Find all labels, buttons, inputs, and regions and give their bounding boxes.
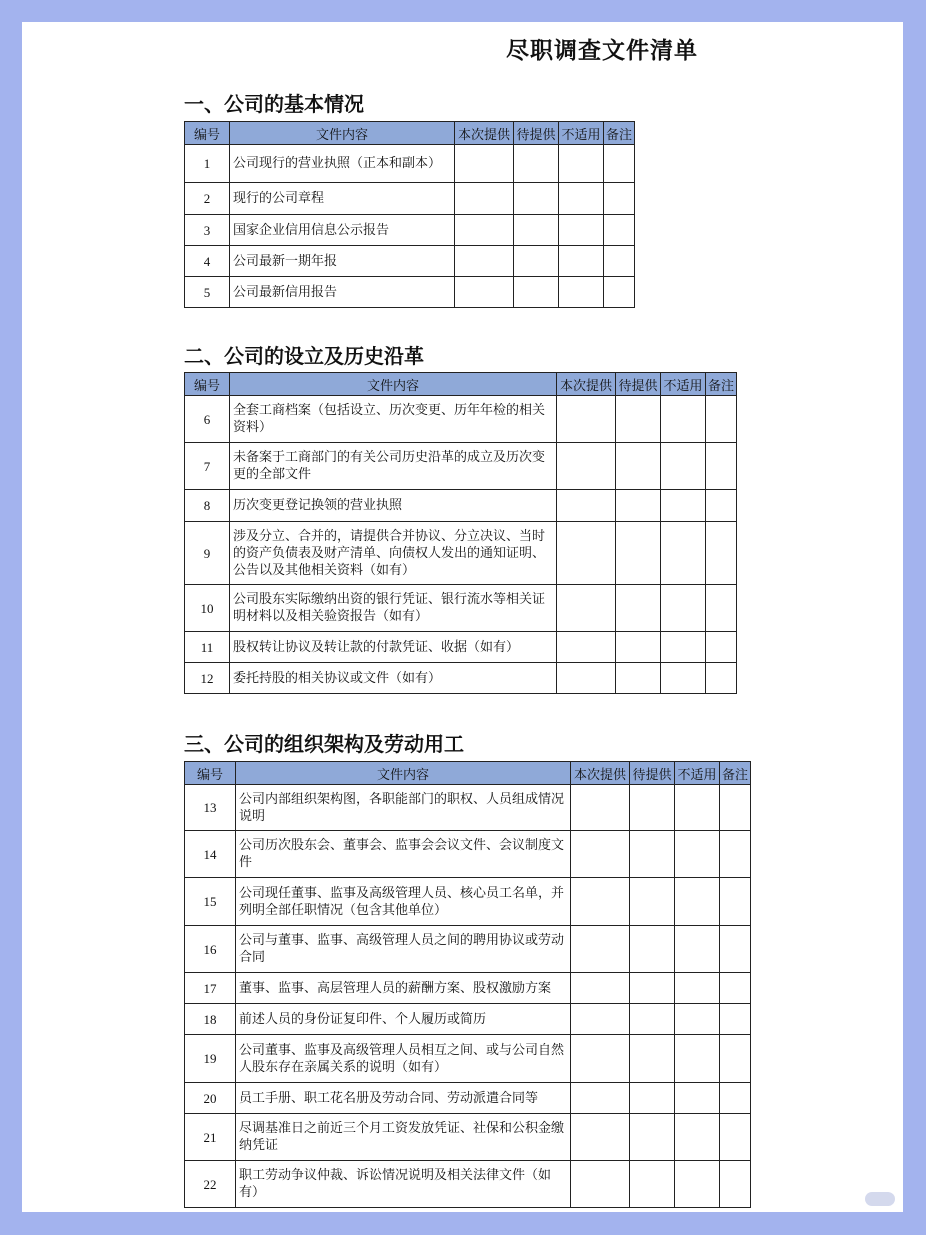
not-applicable-cell: [675, 1035, 720, 1083]
provided-cell: [557, 522, 616, 585]
not-applicable-cell: [661, 396, 706, 443]
not-applicable-cell: [675, 973, 720, 1004]
document-item: 国家企业信用信息公示报告: [230, 215, 455, 246]
not-applicable-cell: [675, 1083, 720, 1114]
table-row: [185, 1083, 751, 1114]
provided-cell: [571, 1114, 630, 1161]
document-item: 股权转让协议及转让款的付款凭证、收据（如有）: [230, 632, 557, 663]
not-applicable-cell: [675, 926, 720, 973]
column-header: 待提供: [630, 762, 675, 785]
table-header-row: [185, 373, 737, 396]
provided-cell: [571, 1004, 630, 1035]
pending-cell: [616, 663, 661, 694]
watermark-badge: [865, 1192, 895, 1206]
provided-cell: [455, 215, 514, 246]
provided-cell: [455, 277, 514, 308]
remarks-cell: [604, 277, 635, 308]
document-title: 尽职调查文件清单: [506, 38, 698, 64]
table-header-row: [185, 122, 635, 145]
document-item: 公司现行的营业执照（正本和副本）: [230, 145, 455, 183]
provided-cell: [557, 632, 616, 663]
pending-cell: [616, 585, 661, 632]
table-row: [185, 277, 635, 308]
document-item: 公司最新信用报告: [230, 277, 455, 308]
remarks-cell: [720, 973, 751, 1004]
row-number: 10: [185, 585, 230, 632]
table-row: [185, 215, 635, 246]
row-number: 17: [185, 973, 236, 1004]
table-row: [185, 585, 737, 632]
provided-cell: [557, 396, 616, 443]
column-header: 文件内容: [230, 373, 557, 396]
pending-cell: [630, 1114, 675, 1161]
table-row: [185, 183, 635, 215]
row-number: 6: [185, 396, 230, 443]
provided-cell: [557, 585, 616, 632]
not-applicable-cell: [661, 585, 706, 632]
document-item: 公司现任董事、监事及高级管理人员、核心员工名单，并列明全部任职情况（包含其他单位）: [236, 878, 571, 926]
remarks-cell: [720, 1035, 751, 1083]
document-item: 员工手册、职工花名册及劳动合同、劳动派遣合同等: [236, 1083, 571, 1114]
remarks-cell: [604, 183, 635, 215]
table-row: [185, 522, 737, 585]
column-header: 备注: [604, 122, 635, 145]
table-header-row: [185, 762, 751, 785]
column-header: 文件内容: [236, 762, 571, 785]
provided-cell: [571, 1035, 630, 1083]
remarks-cell: [720, 926, 751, 973]
remarks-cell: [720, 1083, 751, 1114]
pending-cell: [514, 277, 559, 308]
table-row: [185, 396, 737, 443]
row-number: 1: [185, 145, 230, 183]
remarks-cell: [706, 522, 737, 585]
column-header: 本次提供: [557, 373, 616, 396]
document-item: 前述人员的身份证复印件、个人履历或简历: [236, 1004, 571, 1035]
row-number: 16: [185, 926, 236, 973]
column-header: 编号: [185, 122, 230, 145]
pending-cell: [630, 1161, 675, 1208]
pending-cell: [630, 785, 675, 831]
pending-cell: [616, 522, 661, 585]
not-applicable-cell: [675, 831, 720, 878]
row-number: 5: [185, 277, 230, 308]
column-header: 不适用: [661, 373, 706, 396]
column-header: 不适用: [675, 762, 720, 785]
pending-cell: [630, 1083, 675, 1114]
provided-cell: [455, 246, 514, 277]
pending-cell: [514, 145, 559, 183]
column-header: 编号: [185, 373, 230, 396]
pending-cell: [616, 632, 661, 663]
not-applicable-cell: [559, 145, 604, 183]
remarks-cell: [720, 1161, 751, 1208]
pending-cell: [514, 183, 559, 215]
provided-cell: [455, 145, 514, 183]
remarks-cell: [604, 246, 635, 277]
row-number: 20: [185, 1083, 236, 1114]
pending-cell: [514, 246, 559, 277]
remarks-cell: [720, 878, 751, 926]
table-row: [185, 1035, 751, 1083]
table-row: [185, 1004, 751, 1035]
not-applicable-cell: [675, 785, 720, 831]
table-row: [185, 145, 635, 183]
table-row: [185, 973, 751, 1004]
table-row: [185, 443, 737, 490]
document-item: 公司历次股东会、董事会、监事会会议文件、会议制度文件: [236, 831, 571, 878]
not-applicable-cell: [559, 246, 604, 277]
remarks-cell: [604, 145, 635, 183]
not-applicable-cell: [559, 183, 604, 215]
row-number: 14: [185, 831, 236, 878]
remarks-cell: [706, 443, 737, 490]
row-number: 7: [185, 443, 230, 490]
provided-cell: [571, 785, 630, 831]
column-header: 待提供: [514, 122, 559, 145]
column-header: 文件内容: [230, 122, 455, 145]
table-row: [185, 632, 737, 663]
document-item: 尽调基准日之前近三个月工资发放凭证、社保和公积金缴纳凭证: [236, 1114, 571, 1161]
row-number: 2: [185, 183, 230, 215]
document-page: [22, 22, 903, 1212]
remarks-cell: [706, 585, 737, 632]
row-number: 13: [185, 785, 236, 831]
document-item: 未备案于工商部门的有关公司历史沿革的成立及历次变更的全部文件: [230, 443, 557, 490]
row-number: 15: [185, 878, 236, 926]
section-title: 二、公司的设立及历史沿革: [184, 344, 424, 368]
remarks-cell: [706, 663, 737, 694]
row-number: 19: [185, 1035, 236, 1083]
provided-cell: [557, 663, 616, 694]
remarks-cell: [706, 396, 737, 443]
table-row: [185, 246, 635, 277]
document-item: 公司董事、监事及高级管理人员相互之间、或与公司自然人股东存在亲属关系的说明（如有）: [236, 1035, 571, 1083]
not-applicable-cell: [559, 215, 604, 246]
column-header: 备注: [706, 373, 737, 396]
not-applicable-cell: [675, 878, 720, 926]
row-number: 3: [185, 215, 230, 246]
column-header: 本次提供: [455, 122, 514, 145]
section-title: 一、公司的基本情况: [184, 92, 364, 116]
not-applicable-cell: [661, 490, 706, 522]
column-header: 备注: [720, 762, 751, 785]
pending-cell: [514, 215, 559, 246]
column-header: 本次提供: [571, 762, 630, 785]
remarks-cell: [604, 215, 635, 246]
remarks-cell: [720, 1004, 751, 1035]
checklist-table: [184, 121, 635, 308]
not-applicable-cell: [675, 1161, 720, 1208]
checklist-table: [184, 761, 751, 1208]
document-item: 公司股东实际缴纳出资的银行凭证、银行流水等相关证明材料以及相关验资报告（如有）: [230, 585, 557, 632]
pending-cell: [630, 831, 675, 878]
provided-cell: [571, 1161, 630, 1208]
not-applicable-cell: [661, 443, 706, 490]
table-row: [185, 926, 751, 973]
table-row: [185, 878, 751, 926]
provided-cell: [571, 1083, 630, 1114]
not-applicable-cell: [661, 522, 706, 585]
table-row: [185, 831, 751, 878]
document-item: 公司最新一期年报: [230, 246, 455, 277]
row-number: 21: [185, 1114, 236, 1161]
checklist-table: [184, 372, 737, 694]
pending-cell: [616, 396, 661, 443]
column-header: 待提供: [616, 373, 661, 396]
table-row: [185, 785, 751, 831]
provided-cell: [571, 973, 630, 1004]
pending-cell: [630, 1035, 675, 1083]
document-item: 全套工商档案（包括设立、历次变更、历年年检的相关资料）: [230, 396, 557, 443]
pending-cell: [630, 926, 675, 973]
table-row: [185, 1161, 751, 1208]
section-title: 三、公司的组织架构及劳动用工: [184, 732, 464, 756]
pending-cell: [616, 490, 661, 522]
column-header: 编号: [185, 762, 236, 785]
row-number: 18: [185, 1004, 236, 1035]
row-number: 12: [185, 663, 230, 694]
row-number: 11: [185, 632, 230, 663]
not-applicable-cell: [675, 1114, 720, 1161]
row-number: 4: [185, 246, 230, 277]
remarks-cell: [706, 490, 737, 522]
provided-cell: [557, 443, 616, 490]
table-row: [185, 490, 737, 522]
remarks-cell: [720, 785, 751, 831]
column-header: 不适用: [559, 122, 604, 145]
document-item: 公司与董事、监事、高级管理人员之间的聘用协议或劳动合同: [236, 926, 571, 973]
document-item: 涉及分立、合并的，请提供合并协议、分立决议、当时的资产负债表及财产清单、向债权人发出的通知证明、公告以及其他相关资料（如有）: [230, 522, 557, 585]
row-number: 9: [185, 522, 230, 585]
document-item: 历次变更登记换领的营业执照: [230, 490, 557, 522]
remarks-cell: [720, 831, 751, 878]
remarks-cell: [706, 632, 737, 663]
pending-cell: [630, 1004, 675, 1035]
provided-cell: [571, 878, 630, 926]
document-item: 现行的公司章程: [230, 183, 455, 215]
provided-cell: [557, 490, 616, 522]
row-number: 22: [185, 1161, 236, 1208]
remarks-cell: [720, 1114, 751, 1161]
pending-cell: [616, 443, 661, 490]
document-item: 委托持股的相关协议或文件（如有）: [230, 663, 557, 694]
table-row: [185, 663, 737, 694]
not-applicable-cell: [675, 1004, 720, 1035]
table-row: [185, 1114, 751, 1161]
pending-cell: [630, 973, 675, 1004]
provided-cell: [571, 831, 630, 878]
provided-cell: [455, 183, 514, 215]
provided-cell: [571, 926, 630, 973]
document-item: 职工劳动争议仲裁、诉讼情况说明及相关法律文件（如有）: [236, 1161, 571, 1208]
not-applicable-cell: [661, 663, 706, 694]
not-applicable-cell: [559, 277, 604, 308]
pending-cell: [630, 878, 675, 926]
not-applicable-cell: [661, 632, 706, 663]
row-number: 8: [185, 490, 230, 522]
document-item: 董事、监事、高层管理人员的薪酬方案、股权激励方案: [236, 973, 571, 1004]
document-item: 公司内部组织架构图，各职能部门的职权、人员组成情况说明: [236, 785, 571, 831]
